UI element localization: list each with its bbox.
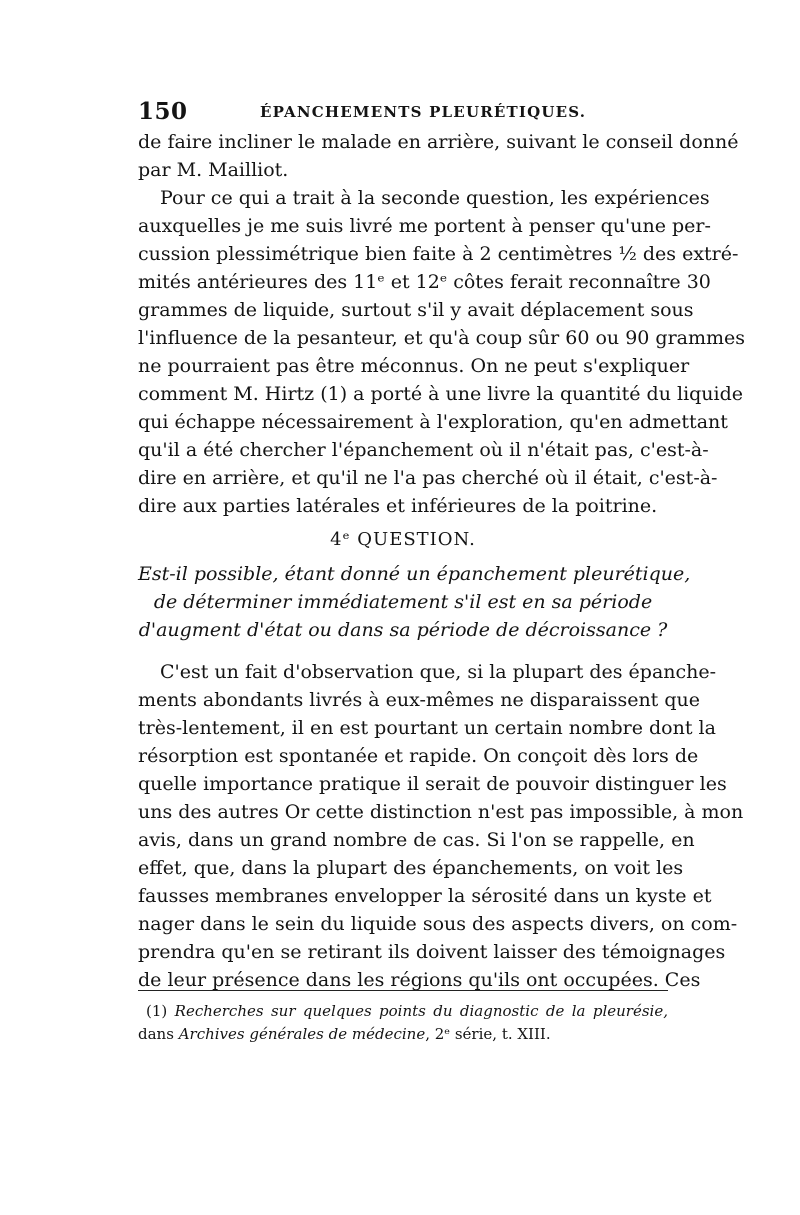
text-line: résorption est spontanée et rapide. On conçoit dès lors de xyxy=(138,745,699,767)
text-line: très-lentement, il en est pourtant un certain nombre dont la xyxy=(138,717,716,739)
text-line: comment M. Hirtz (1) a porté à une livre la quantité du liquide xyxy=(138,383,744,405)
text-line: grammes de liquide, surtout s'il y avait déplacement sous xyxy=(138,299,694,321)
text-line: qu'il a été chercher l'épanchement où il n'était pas, c'est-à- xyxy=(138,439,709,461)
text-line: dire aux parties latérales et inférieures de la poitrine. xyxy=(138,495,658,517)
text-line: ments abondants livrés à eux-mêmes ne disparaissent que xyxy=(138,689,700,711)
text-line: par M. Mailliot. xyxy=(138,159,289,181)
text-line: de faire incliner le malade en arrière, suivant le conseil donné xyxy=(138,131,739,153)
footnote-marker: (1) xyxy=(146,1002,168,1020)
text-line: C'est un fait d'observation que, si la plupart des épanche- xyxy=(160,661,717,683)
text-line: quelle importance pratique il serait de pouvoir distinguer les xyxy=(138,773,727,795)
question-line: Est-il possible, étant donné un épanchement pleurétique, xyxy=(138,563,691,585)
footnote-rule xyxy=(138,990,668,991)
text-line: dire en arrière, et qu'il ne l'a pas cherché où il était, c'est-à- xyxy=(138,467,718,489)
text-line: qui échappe nécessairement à l'exploration, qu'en admettant xyxy=(138,411,728,433)
text-line: effet, que, dans la plupart des épanchements, on voit les xyxy=(138,857,684,879)
text-line: fausses membranes envelopper la sérosité dans un kyste et xyxy=(138,885,712,907)
text-line: de leur présence dans les régions qu'ils ont occupées. Ces xyxy=(138,969,701,991)
text-line: l'influence de la pesanteur, et qu'à coup sûr 60 ou 90 grammes xyxy=(138,327,746,349)
running-title: ÉPANCHEMENTS PLEURÉTIQUES. xyxy=(260,103,587,121)
text-line: nager dans le sein du liquide sous des aspects divers, on com- xyxy=(138,913,738,935)
question-line: de déterminer immédiatement s'il est en sa période xyxy=(153,591,653,613)
footnote-line xyxy=(138,1023,668,1045)
section-heading: 4ᵉ QUESTION. xyxy=(330,529,476,550)
footnote-line xyxy=(138,1000,668,1022)
text-line: Pour ce qui a trait à la seconde question, les expériences xyxy=(160,187,710,209)
text-line: cussion plessimétrique bien faite à 2 centimètres ½ des extré- xyxy=(138,243,739,265)
footnote-suffix: , 2ᵉ série, t. XIII. xyxy=(425,1025,551,1043)
text-line: uns des autres Or cette distinction n'est pas impossible, à mon xyxy=(138,801,744,823)
text-line: auxquelles je me suis livré me portent à penser qu'une per- xyxy=(138,215,711,237)
text-line: ne pourraient pas être méconnus. On ne peut s'expliquer xyxy=(138,355,690,377)
page-header xyxy=(138,98,668,132)
footnote-prefix: dans xyxy=(138,1025,174,1043)
page-number: 150 xyxy=(138,98,188,125)
text-line: prendra qu'en se retirant ils doivent laisser des témoignages xyxy=(138,941,726,963)
text-line: avis, dans un grand nombre de cas. Si l'on se rappelle, en xyxy=(138,829,695,851)
footnote-journal: Archives générales de médecine xyxy=(178,1025,426,1043)
footnote-title: Recherches sur quelques points du diagnostic de la pleurésie, xyxy=(174,1002,668,1020)
text-line: mités antérieures des 11ᵉ et 12ᵉ côtes ferait reconnaître 30 xyxy=(138,271,711,293)
question-line: d'augment d'état ou dans sa période de décroissance ? xyxy=(138,619,668,641)
